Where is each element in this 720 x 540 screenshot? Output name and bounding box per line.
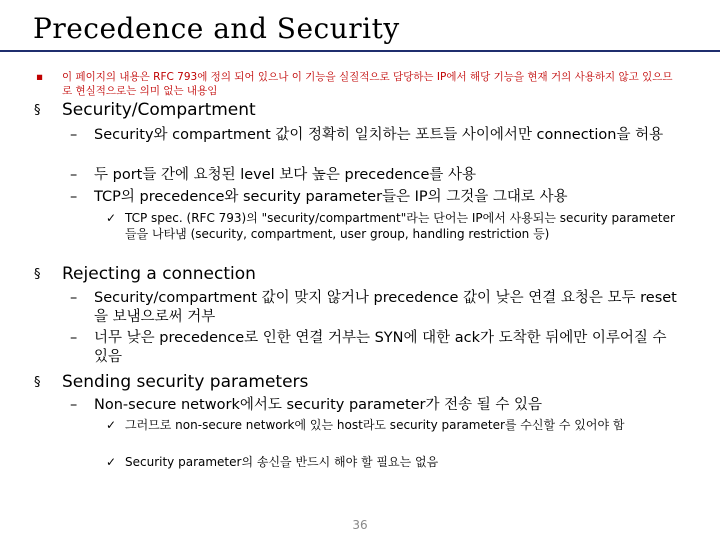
- check-bullet: [106, 418, 686, 434]
- dash-marker: –: [70, 167, 78, 183]
- checkmark-icon: ✓: [106, 418, 117, 432]
- sub-bullet-text: Non-secure network에서도 security parameter가 전송 될 수 있음: [94, 397, 543, 413]
- dash-marker: –: [70, 189, 78, 205]
- check-bullet-text: Security parameter의 송신을 반드시 해야 할 필요는 없음: [125, 455, 439, 469]
- slide-title: Precedence and Security: [33, 12, 400, 45]
- section-bullet-marker: §: [34, 103, 41, 118]
- dash-marker: –: [70, 397, 78, 413]
- section-heading-security-compartment: [34, 100, 256, 121]
- check-bullet: [106, 455, 686, 471]
- check-bullet-text: TCP spec. (RFC 793)의 "security/compartment"라는 단어는 IP에서 사용되는 security parameter들을 나타냄 (security, compartment, user group, handling restriction 등): [125, 211, 675, 241]
- check-bullet: [106, 211, 686, 242]
- sub-bullet: [70, 126, 682, 145]
- section-heading-sending-security-parameters: [34, 372, 308, 393]
- sub-bullet: [70, 396, 682, 415]
- note-text: 이 페이지의 내용은 RFC 793에 정의 되어 있으나 이 기능을 실질적으로 담당하는 IP에서 해당 기능을 현재 거의 사용하지 않고 있으므로 현실적으로는 의미 없는 내용임: [62, 71, 673, 97]
- section-heading-text: Security/Compartment: [62, 100, 256, 120]
- page-number: 36: [352, 518, 368, 532]
- dash-marker: –: [70, 127, 78, 143]
- sub-bullet: [70, 329, 682, 367]
- section-heading-rejecting-connection: [34, 264, 256, 285]
- check-bullet-text: 그러므로 non-secure network에 있는 host라도 security parameter를 수신할 수 있어야 함: [125, 418, 625, 432]
- section-heading-text: Sending security parameters: [62, 372, 309, 392]
- note-bullet-marker: ▪: [36, 71, 44, 83]
- sub-bullet-text: 너무 낮은 precedence로 인한 연결 거부는 SYN에 대한 ack가 도착한 뒤에만 이루어질 수 있음: [94, 330, 667, 365]
- checkmark-icon: ✓: [106, 211, 117, 225]
- sub-bullet-text: Security/compartment 값이 맞지 않거나 precedence 값이 낮은 연결 요청은 모두 reset을 보냄으로써 거부: [94, 290, 677, 325]
- sub-bullet-text: 두 port들 간에 요청된 level 보다 높은 precedence를 사용: [94, 167, 477, 183]
- note-bullet: [36, 70, 676, 98]
- sub-bullet-text: Security와 compartment 값이 정확히 일치하는 포트들 사이에서만 connection을 허용: [94, 127, 664, 143]
- section-bullet-marker: §: [34, 267, 41, 282]
- section-bullet-marker: §: [34, 375, 41, 390]
- sub-bullet: [70, 289, 682, 327]
- dash-marker: –: [70, 290, 78, 306]
- sub-bullet-text: TCP의 precedence와 security parameter들은 IP의 그것을 그대로 사용: [94, 189, 568, 205]
- sub-bullet: [70, 166, 682, 185]
- checkmark-icon: ✓: [106, 455, 117, 469]
- sub-bullet: [70, 188, 682, 207]
- title-underline: [0, 50, 720, 52]
- dash-marker: –: [70, 330, 78, 346]
- section-heading-text: Rejecting a connection: [62, 264, 256, 284]
